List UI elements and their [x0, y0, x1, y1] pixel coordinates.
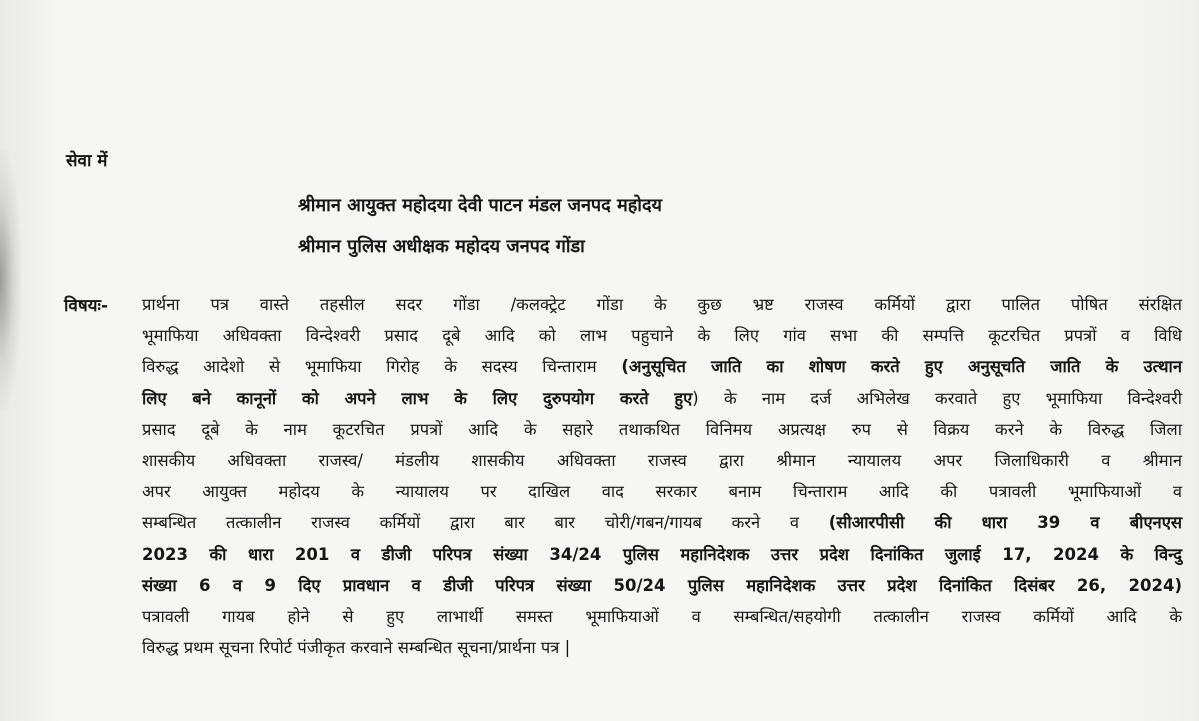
subject-bold-text: (अनुसूचित जाति का शोषण करते हुए अनुसूचति जाति के उत्थान	[621, 357, 1182, 377]
subject-text: शासकीय अधिवक्ता राजस्व/ मंडलीय शासकीय अधिवक्ता राजस्व द्वारा श्रीमान न्यायालय अपर जिलाधिकारी व श्रीमान	[142, 450, 1182, 470]
subject-line	[142, 383, 1182, 414]
subject-body	[142, 289, 1182, 663]
subject-line	[142, 507, 1182, 538]
scan-edge-shadow	[0, 150, 22, 410]
subject-label: विषयः-	[64, 296, 109, 316]
subject-text: सम्बन्धित तत्कालीन राजस्व कर्मियों द्वारा बार बार चोरी/गबन/गायब करने व	[142, 513, 829, 533]
recipient-commissioner: श्रीमान आयुक्त महोदया देवी पाटन मंडल जनपद महोदय	[298, 195, 662, 216]
subject-text: विरुद्ध प्रथम सूचना रिपोर्ट पंजीकृत करवाने सम्बन्धित सूचना/प्रार्थना पत्र |	[142, 638, 571, 658]
subject-text: भूमाफिया अधिवक्ता विन्देश्वरी प्रसाद दूबे आदि को लाभ पहुचाने के लिए गांव सभा की सम्पत्ति कूटरचित प्रपत्रों व विधि	[142, 326, 1182, 346]
subject-line	[142, 289, 1182, 320]
subject-text: विरुद्ध आदेशो से भूमाफिया गिरोह के सदस्य चिन्ताराम	[142, 357, 622, 377]
subject-bold-text: 2023 की धारा 201 व डीजी परिपत्र संख्या 34/24 पुलिस महानिदेशक उत्तर प्रदेश दिनांकित जुलाई 17, 2024 के विन्दु	[142, 544, 1182, 564]
subject-bold-text: लिए बने कानूनों को अपने लाभ के लिए दुरुपयोग करते हुए	[142, 388, 693, 408]
subject-line	[142, 445, 1182, 476]
recipient-superintendent: श्रीमान पुलिस अधीक्षक महोदय जनपद गोंडा	[298, 236, 585, 257]
subject-line	[142, 601, 1182, 632]
subject-line	[142, 351, 1182, 382]
subject-text: पत्रावली गायब होने से हुए लाभार्थी समस्त भूमाफियाओं व सम्बन्धित/सहयोगी तत्कालीन राजस्व कर्मियों आदि के	[142, 606, 1182, 626]
subject-line	[142, 539, 1182, 570]
subject-line	[142, 632, 1182, 663]
subject-line	[142, 414, 1182, 445]
subject-bold-text: (सीआरपीसी की धारा 39 व बीएनएस	[828, 513, 1182, 533]
subject-text: ) के नाम दर्ज अभिलेख करवाते हुए भूमाफिया विन्देश्वरी	[692, 388, 1182, 408]
subject-text: अपर आयुक्त महोदय के न्यायालय पर दाखिल वाद सरकार बनाम चिन्ताराम आदि की पत्रावली भूमाफियाओं व	[142, 482, 1182, 502]
subject-line	[142, 320, 1182, 351]
subject-line	[142, 476, 1182, 507]
subject-text: प्रार्थना पत्र वास्ते तहसील सदर गोंडा /कलक्ट्रेट गोंडा के कुछ भ्रष्ट राजस्व कर्मियों द्वारा पालित पोषित संरक्षित	[142, 295, 1182, 314]
salutation: सेवा में	[66, 151, 108, 171]
subject-line	[142, 570, 1182, 601]
subject-bold-text: संख्या 6 व 9 दिए प्रावधान व डीजी परिपत्र संख्या 50/24 पुलिस महानिदेशक उत्तर प्रदेश दिनांकित दिसंबर 26, 2024)	[142, 575, 1182, 595]
subject-text: प्रसाद दूबे के नाम कूटरचित प्रपत्रों आदि के सहारे तथाकथित विनिमय अप्रत्यक्ष रुप से विक्रय करने के विरुद्ध जिला	[142, 419, 1182, 439]
